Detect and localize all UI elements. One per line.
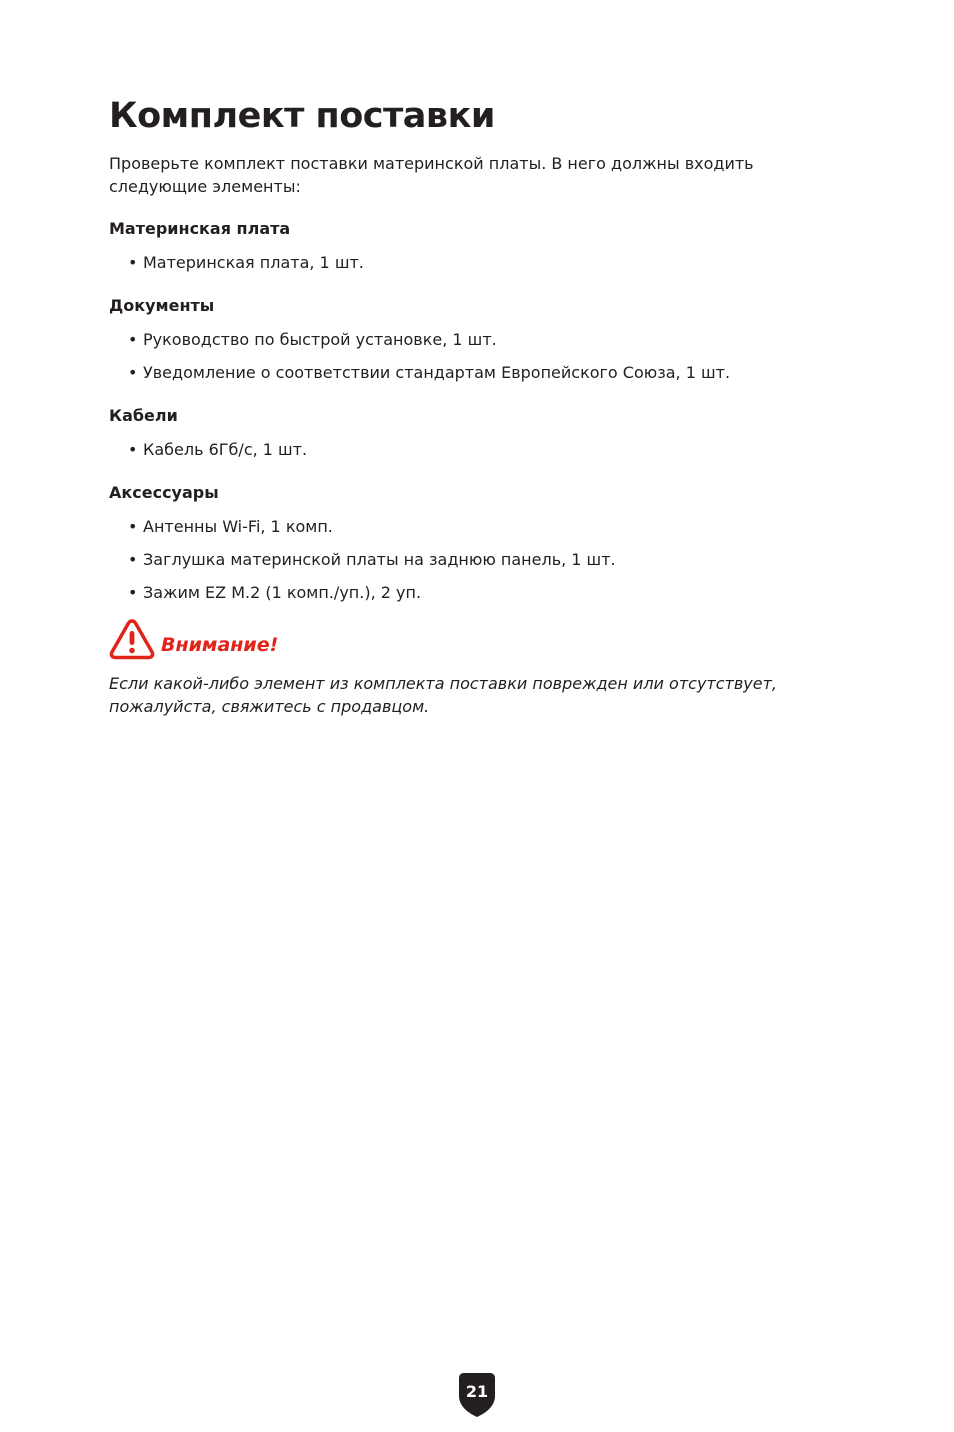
- list-item: [128, 583, 421, 603]
- page-number: 21: [465, 1382, 489, 1401]
- list-item: [128, 330, 497, 350]
- list-item-text: Материнская плата, 1 шт.: [143, 253, 364, 272]
- page-number-badge: [458, 1372, 496, 1418]
- list-item-text: Кабель 6Гб/с, 1 шт.: [143, 440, 308, 459]
- bullet-icon: •: [128, 517, 138, 536]
- list-item: [128, 517, 333, 537]
- warning-label: Внимание!: [161, 634, 279, 656]
- section-heading-accessories: Аксессуары: [109, 483, 219, 502]
- page-title: Комплект поставки: [109, 96, 495, 136]
- warning-text: Если какой-либо элемент из комплекта поставки поврежден или отсутствует, пожалуйста, свяжитесь с продавцом.: [109, 674, 777, 716]
- warning-header: [109, 618, 278, 660]
- section-heading-motherboard: Материнская плата: [109, 219, 291, 238]
- bullet-icon: •: [128, 363, 138, 382]
- bullet-icon: •: [128, 583, 138, 602]
- list-item-text: Антенны Wi-Fi, 1 комп.: [143, 517, 333, 536]
- bullet-icon: •: [128, 550, 138, 569]
- section-heading-documents: Документы: [109, 296, 215, 315]
- bullet-icon: •: [128, 330, 138, 349]
- list-item: [128, 440, 307, 460]
- list-item: [128, 550, 616, 570]
- bullet-icon: •: [128, 440, 138, 459]
- list-item-text: Зажим EZ M.2 (1 комп./уп.), 2 уп.: [143, 583, 422, 602]
- warning-triangle-icon: [109, 618, 155, 660]
- list-item-text: Руководство по быстрой установке, 1 шт.: [143, 330, 497, 349]
- bullet-icon: •: [128, 253, 138, 272]
- intro-paragraph: Проверьте комплект поставки материнской платы. В него должны входить следующие элементы:: [109, 154, 754, 196]
- list-item-text: Уведомление о соответствии стандартам Европейского Союза, 1 шт.: [143, 363, 731, 382]
- list-item: [128, 253, 364, 273]
- section-heading-cables: Кабели: [109, 406, 178, 425]
- list-item: [128, 363, 730, 383]
- list-item-text: Заглушка материнской платы на заднюю панель, 1 шт.: [143, 550, 616, 569]
